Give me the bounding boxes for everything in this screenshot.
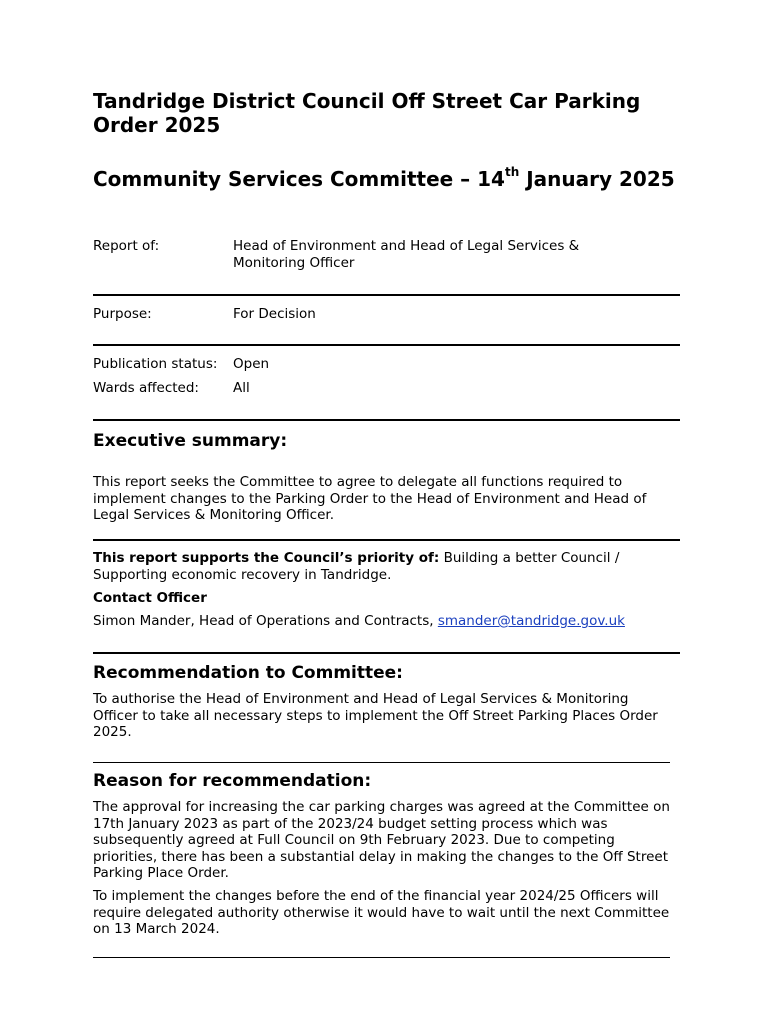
- executive-summary-heading: Executive summary:: [93, 431, 288, 451]
- divider: [93, 344, 680, 346]
- divider: [93, 652, 680, 654]
- committee-date-ordinal: th: [504, 165, 520, 180]
- priority-label: This report supports the Council’s priority of:: [93, 550, 440, 566]
- document-title: Tandridge District Council Off Street Car Parking Order 2025: [93, 89, 641, 137]
- contact-officer-heading: Contact Officer: [93, 590, 207, 606]
- reason-paragraph-2: To implement the changes before the end of the financial year 2024/25 Officers will require delegated authority otherwise it would have to wait until the next Committee on 13 March 2024.: [93, 888, 670, 937]
- divider: [93, 294, 680, 296]
- recommendation-text: To authorise the Head of Environment and Head of Legal Services & Monitoring Officer to take all necessary steps to implement the Off Street Parking Places Order 2025.: [93, 691, 658, 740]
- contact-officer-details: [93, 613, 673, 630]
- wards-value: All: [233, 380, 250, 396]
- underline-divider: [93, 957, 670, 958]
- publication-label: Publication status:: [93, 356, 218, 372]
- wards-label: Wards affected:: [93, 380, 199, 396]
- priority-statement: [93, 550, 673, 583]
- committee-heading: [93, 167, 680, 191]
- divider: [93, 419, 680, 421]
- executive-summary-text: This report seeks the Committee to agree to delegate all functions required to implement changes to the Parking Order to the Head of Environment and Head of Legal Services & Monitoring Officer.: [93, 474, 647, 523]
- priority-text: Building a better Council / Supporting economic recovery in Tandridge.: [93, 550, 620, 583]
- contact-officer-text: Simon Mander, Head of Operations and Contracts,: [93, 613, 438, 629]
- purpose-label: Purpose:: [93, 306, 152, 322]
- reason-heading: Reason for recommendation:: [93, 771, 372, 791]
- report-of-value: Head of Environment and Head of Legal Services & Monitoring Officer: [233, 238, 580, 271]
- committee-name: Community Services Committee – 14: [93, 167, 505, 191]
- recommendation-heading: Recommendation to Committee:: [93, 663, 403, 683]
- report-of-label: Report of:: [93, 238, 160, 254]
- purpose-value: For Decision: [233, 306, 316, 322]
- divider: [93, 539, 680, 541]
- reason-paragraph-1: The approval for increasing the car parking charges was agreed at the Committee on 17th January 2023 as part of the 2023/24 budget setting process which was subsequently agreed at Full Council on 9th February 2023. Due to competing priorities, there has been a substantial delay in making the changes to the Off Street Parking Place Order.: [93, 799, 670, 881]
- contact-email-link[interactable]: smander@tandridge.gov.uk: [437, 613, 625, 629]
- committee-date: January 2025: [526, 167, 675, 191]
- publication-value: Open: [233, 356, 270, 372]
- underline-divider: [93, 762, 670, 763]
